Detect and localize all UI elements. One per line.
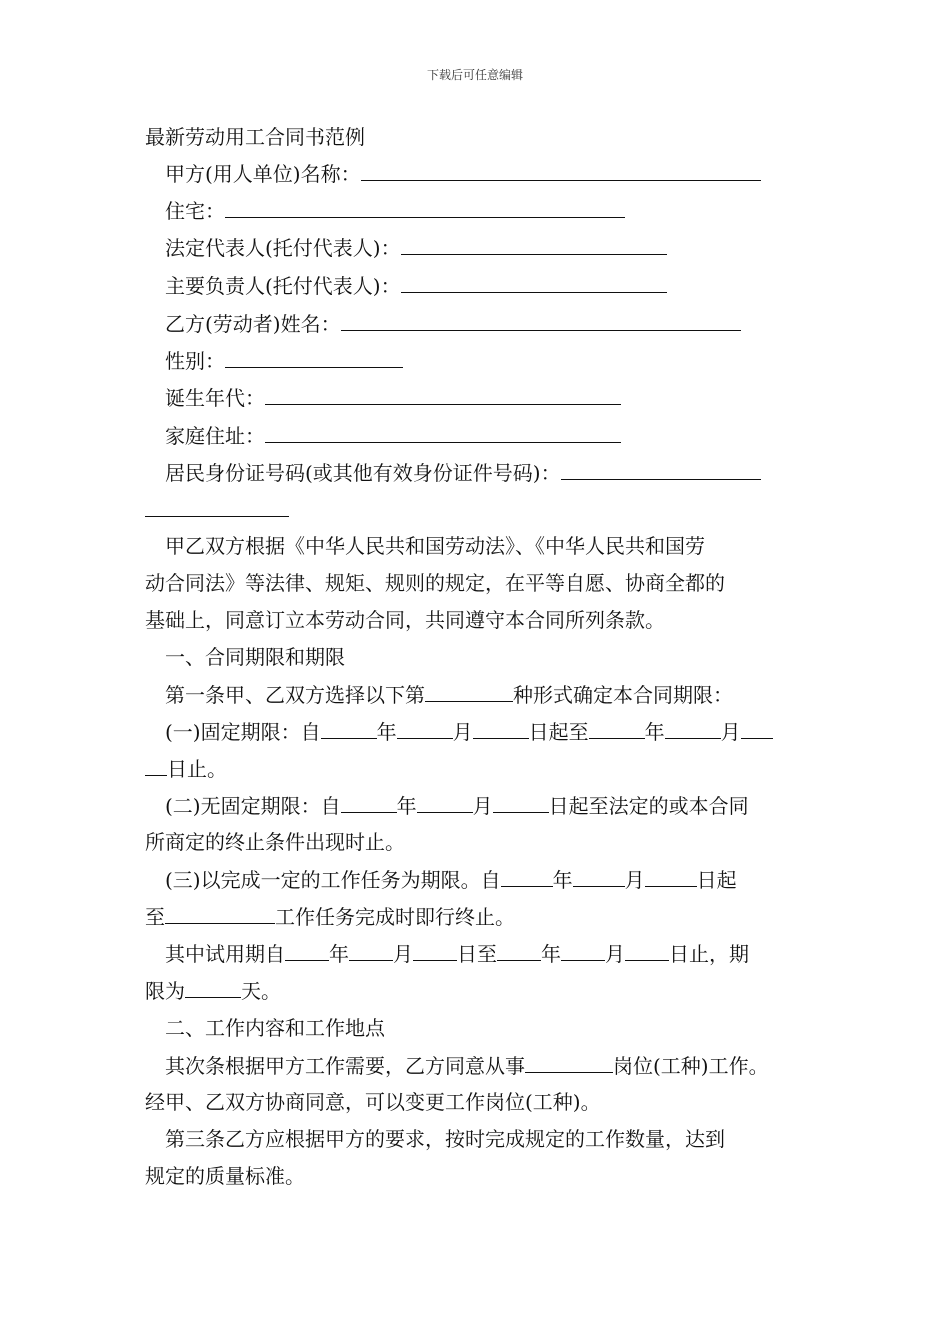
blank-line — [665, 718, 721, 739]
field-legal-rep: 法定代表人(托付代表人)： — [165, 234, 667, 261]
field-party-a-name: 甲方(用人单位)名称： — [165, 160, 761, 187]
blank-line — [497, 940, 541, 961]
blank-line — [145, 755, 167, 776]
article-1: 第一条甲、乙双方选择以下第 种形式确定本合同期限： — [165, 683, 733, 707]
blank-line — [741, 718, 773, 739]
blank-line — [401, 234, 667, 255]
article-2-cont: 经甲、乙双方协商同意，可以变更工作岗位(工种)。 — [145, 1090, 601, 1114]
page-header: 下载后可任意编辑 — [426, 68, 523, 82]
task-term: (三)以完成一定的工作任务为期限。自 年 月 日起 — [165, 868, 737, 892]
field-gender: 性别： — [165, 347, 403, 374]
blank-line — [525, 1052, 613, 1073]
field-principal: 主要负责人(托付代表人)： — [165, 272, 667, 299]
blank-line — [397, 718, 453, 739]
intro-paragraph: 动合同法》等法律、规矩、规则的规定，在平等自愿、协商全都的 — [145, 571, 725, 595]
task-term-cont: 至 工作任务完成时即行终止。 — [145, 905, 515, 929]
blank-line — [401, 272, 667, 293]
field-birth: 诞生年代： — [165, 384, 621, 411]
blank-line — [501, 866, 553, 887]
intro-paragraph: 甲乙双方根据《中华人民共和国劳动法》、《中华人民共和国劳 — [165, 534, 705, 558]
document-title: 最新劳动用工合同书范例 — [145, 125, 365, 149]
blank-line — [573, 866, 625, 887]
field-home: 家庭住址： — [165, 422, 621, 449]
blank-line — [349, 940, 393, 961]
blank-line — [413, 940, 457, 961]
blank-line — [493, 792, 549, 813]
blank-line — [145, 496, 289, 517]
blank-line — [425, 681, 513, 702]
blank-line — [417, 792, 473, 813]
open-term-cont: 所商定的终止条件出现时止。 — [145, 830, 405, 854]
blank-line — [361, 160, 761, 181]
field-id-number: 居民身份证号码(或其他有效身份证件号码)： — [165, 459, 761, 486]
blank-line — [321, 718, 377, 739]
section-heading: 二、工作内容和工作地点 — [165, 1016, 385, 1040]
blank-line — [561, 459, 761, 480]
article-2: 其次条根据甲方工作需要，乙方同意从事 岗位(工种)工作。 — [165, 1054, 769, 1078]
trial-period: 其中试用期自 年 月 日至 年 月 日止，期 — [165, 942, 749, 966]
intro-paragraph: 基础上，同意订立本劳动合同，共同遵守本合同所列条款。 — [145, 608, 665, 632]
blank-line — [225, 347, 403, 368]
fixed-term-cont: 日止。 — [145, 755, 227, 782]
blank-line — [561, 940, 605, 961]
article-3-cont: 规定的质量标准。 — [145, 1164, 305, 1188]
blank-line — [285, 940, 329, 961]
blank-line — [341, 792, 397, 813]
blank-line — [625, 940, 669, 961]
blank-line — [341, 310, 741, 331]
blank-line — [185, 977, 241, 998]
blank-line — [265, 384, 621, 405]
fixed-term: (一)固定期限：自 年 月 日起至 年 月 — [165, 718, 773, 745]
section-heading: 一、合同期限和期限 — [165, 645, 345, 669]
field-address: 住宅： — [165, 197, 625, 224]
blank-line — [589, 718, 645, 739]
field-id-number-cont — [145, 496, 289, 523]
blank-line — [225, 197, 625, 218]
blank-line — [165, 903, 275, 924]
blank-line — [265, 422, 621, 443]
field-party-b-name: 乙方(劳动者)姓名： — [165, 310, 741, 337]
open-term: (二)无固定期限：自 年 月 日起至法定的或本合同 — [165, 794, 749, 818]
article-3: 第三条乙方应根据甲方的要求，按时完成规定的工作数量，达到 — [165, 1127, 725, 1151]
blank-line — [645, 866, 697, 887]
blank-line — [473, 718, 529, 739]
trial-period-cont: 限为 天。 — [145, 979, 281, 1003]
